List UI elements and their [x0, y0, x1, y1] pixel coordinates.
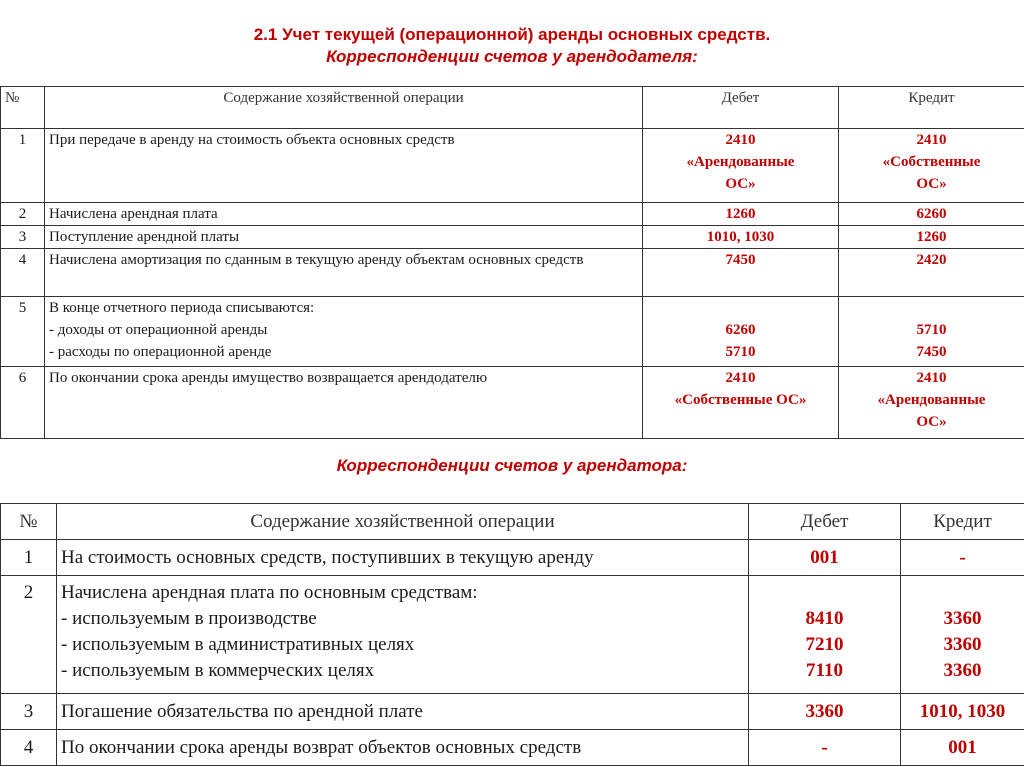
table-header-row — [1, 504, 1024, 540]
row-credit: 1260 — [839, 226, 1024, 249]
row-credit: 001 — [901, 730, 1024, 766]
header-debit: Дебет — [643, 87, 839, 129]
row-credit: 2410 «Собственные ОС» — [839, 129, 1024, 203]
table-row — [1, 297, 1024, 367]
row-credit: 6260 — [839, 203, 1024, 226]
row-num: 1 — [1, 540, 57, 576]
row-credit: 1010, 1030 — [901, 694, 1024, 730]
table-header-row — [1, 87, 1024, 129]
row-num: 6 — [1, 367, 45, 439]
table-row — [1, 540, 1024, 576]
row-text: На стоимость основных средств, поступивших в текущую аренду — [57, 540, 749, 576]
row-debit: 7450 — [643, 249, 839, 297]
title-line-2: Корреспонденции счетов у арендодателя: — [326, 47, 698, 66]
table-row — [1, 249, 1024, 297]
row-debit: 001 — [749, 540, 901, 576]
row-text: Начислена арендная плата — [45, 203, 643, 226]
row-num: 1 — [1, 129, 45, 203]
row-text: При передаче в аренду на стоимость объекта основных средств — [45, 129, 643, 203]
table-row — [1, 576, 1024, 694]
table-row — [1, 129, 1024, 203]
row-text: Начислена амортизация по сданным в текущую аренду объектам основных средств — [45, 249, 643, 297]
row-debit: 1010, 1030 — [643, 226, 839, 249]
row-num: 5 — [1, 297, 45, 367]
row-debit: 6260 5710 — [643, 297, 839, 367]
row-text: Погашение обязательства по арендной плате — [57, 694, 749, 730]
row-debit: 3360 — [749, 694, 901, 730]
title-line-1: 2.1 Учет текущей (операционной) аренды основных средств. — [253, 25, 771, 44]
row-credit: 3360 3360 3360 — [901, 576, 1024, 694]
row-num: 4 — [1, 249, 45, 297]
row-debit: 2410 «Собственные ОС» — [643, 367, 839, 439]
table-row — [1, 203, 1024, 226]
row-credit: 5710 7450 — [839, 297, 1024, 367]
header-content: Содержание хозяйственной операции — [45, 87, 643, 129]
row-num: 4 — [1, 730, 57, 766]
lessee-subtitle: Корреспонденции счетов у арендатора: — [336, 456, 688, 475]
header-debit: Дебет — [749, 504, 901, 540]
row-text: Поступление арендной платы — [45, 226, 643, 249]
table-row — [1, 730, 1024, 766]
table-row — [1, 367, 1024, 439]
slide-title — [0, 24, 1024, 68]
row-num: 2 — [1, 203, 45, 226]
table-row — [1, 226, 1024, 249]
row-text: По окончании срока аренды имущество возвращается арендодателю — [45, 367, 643, 439]
row-num: 3 — [1, 226, 45, 249]
row-credit: - — [901, 540, 1024, 576]
row-debit: - — [749, 730, 901, 766]
header-credit: Кредит — [839, 87, 1024, 129]
header-content: Содержание хозяйственной операции — [57, 504, 749, 540]
lessor-table — [0, 86, 1024, 439]
row-num: 3 — [1, 694, 57, 730]
row-credit: 2410 «Арендованные ОС» — [839, 367, 1024, 439]
header-num: № — [1, 504, 57, 540]
header-credit: Кредит — [901, 504, 1024, 540]
row-text: Начислена арендная плата по основным средствам: - используемым в производстве - используемым в административных целях - используемым в коммерческих целях — [57, 576, 749, 694]
row-debit: 2410 «Арендованные ОС» — [643, 129, 839, 203]
row-credit: 2420 — [839, 249, 1024, 297]
row-text: По окончании срока аренды возврат объектов основных средств — [57, 730, 749, 766]
lessee-table — [0, 503, 1024, 766]
row-debit: 1260 — [643, 203, 839, 226]
row-text: В конце отчетного периода списываются: - доходы от операционной аренды - расходы по операционной аренде — [45, 297, 643, 367]
row-debit: 8410 7210 7110 — [749, 576, 901, 694]
header-num: № — [1, 87, 45, 129]
table-row — [1, 694, 1024, 730]
row-num: 2 — [1, 576, 57, 694]
